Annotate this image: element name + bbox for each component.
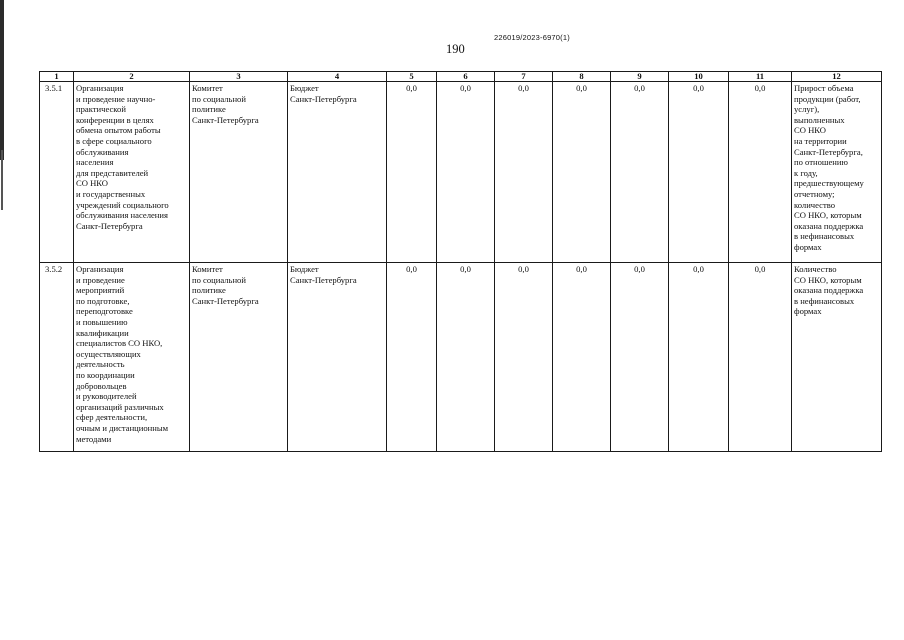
column-header: 5 [387,72,437,82]
value-cell: 0,0 [553,82,611,263]
funding-source: Бюджет Санкт-Петербурга [288,82,387,263]
executor: Комитет по социальной политике Санкт-Петербурга [190,263,288,452]
value-cell: 0,0 [729,82,792,263]
value-cell: 0,0 [387,82,437,263]
value-cell: 0,0 [437,82,495,263]
scan-edge-mark-lower [1,150,3,210]
value-cell: 0,0 [669,263,729,452]
indicator: Прирост объема продукции (работ, услуг), выполненных СО НКО на территории Санкт-Петербурга, по отношению к году, предшествующему отчетному; количество СО НКО, которым оказана поддержка в нефинансовых формах [792,82,882,263]
value-cell: 0,0 [669,82,729,263]
column-header: 1 [40,72,74,82]
page-number: 190 [446,42,465,56]
program-table [39,71,882,452]
funding-source: Бюджет Санкт-Петербурга [288,263,387,452]
row-id: 3.5.1 [40,82,74,263]
table-row [40,263,882,452]
column-header: 3 [190,72,288,82]
event-name: Организация и проведение научно- практической конференции в целях обмена опытом работы в сфере социального обслуживания населения для представителей СО НКО и государственных учреждений социального обслуживания населения Санкт-Петербурга [74,82,190,263]
indicator: Количество СО НКО, которым оказана поддержка в нефинансовых формах [792,263,882,452]
value-cell: 0,0 [387,263,437,452]
column-number-row [40,72,882,82]
row-id: 3.5.2 [40,263,74,452]
column-header: 10 [669,72,729,82]
value-cell: 0,0 [611,82,669,263]
scan-edge-mark [0,0,4,160]
event-name: Организация и проведение мероприятий по подготовке, переподготовке и повышению квалификации специалистов СО НКО, осуществляющих деятельность по координации добровольцев и руководителей организаций различных сфер деятельности, очным и дистанционным методами [74,263,190,452]
value-cell: 0,0 [495,82,553,263]
executor: Комитет по социальной политике Санкт-Петербурга [190,82,288,263]
value-cell: 0,0 [495,263,553,452]
column-header: 11 [729,72,792,82]
value-cell: 0,0 [729,263,792,452]
column-header: 2 [74,72,190,82]
column-header: 6 [437,72,495,82]
table-row [40,82,882,263]
column-header: 7 [495,72,553,82]
column-header: 9 [611,72,669,82]
document-id: 226019/2023-6970(1) [494,33,570,42]
value-cell: 0,0 [611,263,669,452]
value-cell: 0,0 [437,263,495,452]
column-header: 12 [792,72,882,82]
value-cell: 0,0 [553,263,611,452]
column-header: 8 [553,72,611,82]
column-header: 4 [288,72,387,82]
